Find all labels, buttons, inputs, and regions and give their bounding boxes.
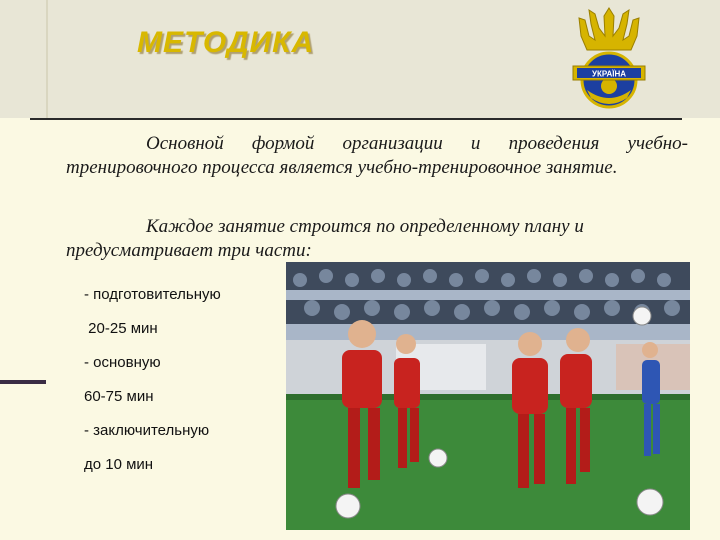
list-item: - подготовительную: [84, 286, 221, 303]
list-item: - заключительную: [84, 422, 210, 439]
list-item: 60-75 мин: [84, 388, 154, 405]
list-item: до 10 мин: [84, 456, 154, 473]
page-title: МЕТОДИКА: [137, 26, 315, 59]
football-training-photo: [286, 262, 690, 530]
left-accent-bar: [0, 380, 46, 384]
list-item: 20-25 мин: [84, 320, 158, 337]
emblem-label: УКРАЇНА: [591, 69, 627, 79]
header-underline: [30, 118, 682, 120]
list-item: - основную: [84, 354, 161, 371]
paragraph-plan: Каждое занятие строится по определенному плану и предусматривает три части:: [66, 216, 584, 261]
ukraine-football-emblem-icon: [567, 6, 651, 112]
paragraph-main-form: Основной формой организации и проведения учебно-тренировочного процесса является учебно-тренировочное занятие.: [66, 133, 688, 178]
left-divider: [46, 0, 48, 118]
training-parts-list: [84, 286, 221, 490]
